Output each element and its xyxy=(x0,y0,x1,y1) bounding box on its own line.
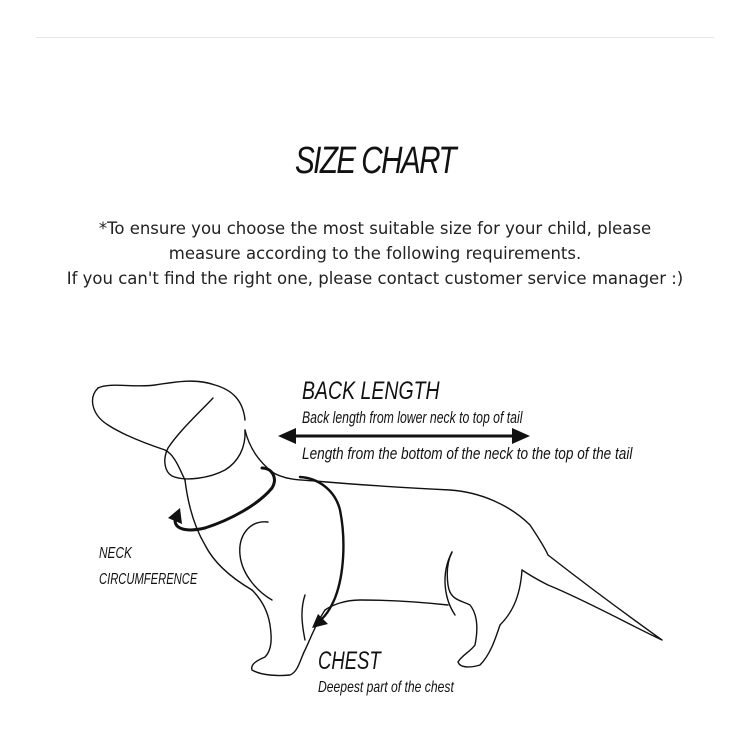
dog-back xyxy=(315,481,548,555)
back-length-heading: BACK LENGTH xyxy=(302,377,440,405)
back-length-arrow-left xyxy=(278,428,296,444)
intro-line-3: If you can't find the right one, please contact customer service manager :) xyxy=(66,269,684,288)
dog-belly xyxy=(325,600,448,610)
dog-ear xyxy=(165,398,245,479)
page-title: SIZE CHART xyxy=(294,140,456,182)
chest-heading: CHEST xyxy=(318,647,381,675)
back-length-line-2: Length from the bottom of the neck to the top of the tail xyxy=(302,444,633,463)
neck-label-line-2: CIRCUMFERENCE xyxy=(99,571,198,588)
neck-label-line-1: NECK xyxy=(99,545,132,562)
intro-line-1: *To ensure you choose the most suitable size for your child, please xyxy=(98,219,652,238)
back-length-arrow-right xyxy=(512,428,530,444)
chest-description: Deepest part of the chest xyxy=(318,679,454,696)
dog-tail xyxy=(522,555,662,640)
chest-measure-line xyxy=(300,477,343,622)
dog-rear-leg xyxy=(447,552,522,667)
dog-front-leg xyxy=(252,590,325,675)
dog-head xyxy=(93,388,185,480)
neck-measure-line xyxy=(175,468,274,530)
intro-line-2: measure according to the following requirements. xyxy=(168,244,582,263)
back-length-line-1: Back length from lower neck to top of tail xyxy=(302,408,523,427)
